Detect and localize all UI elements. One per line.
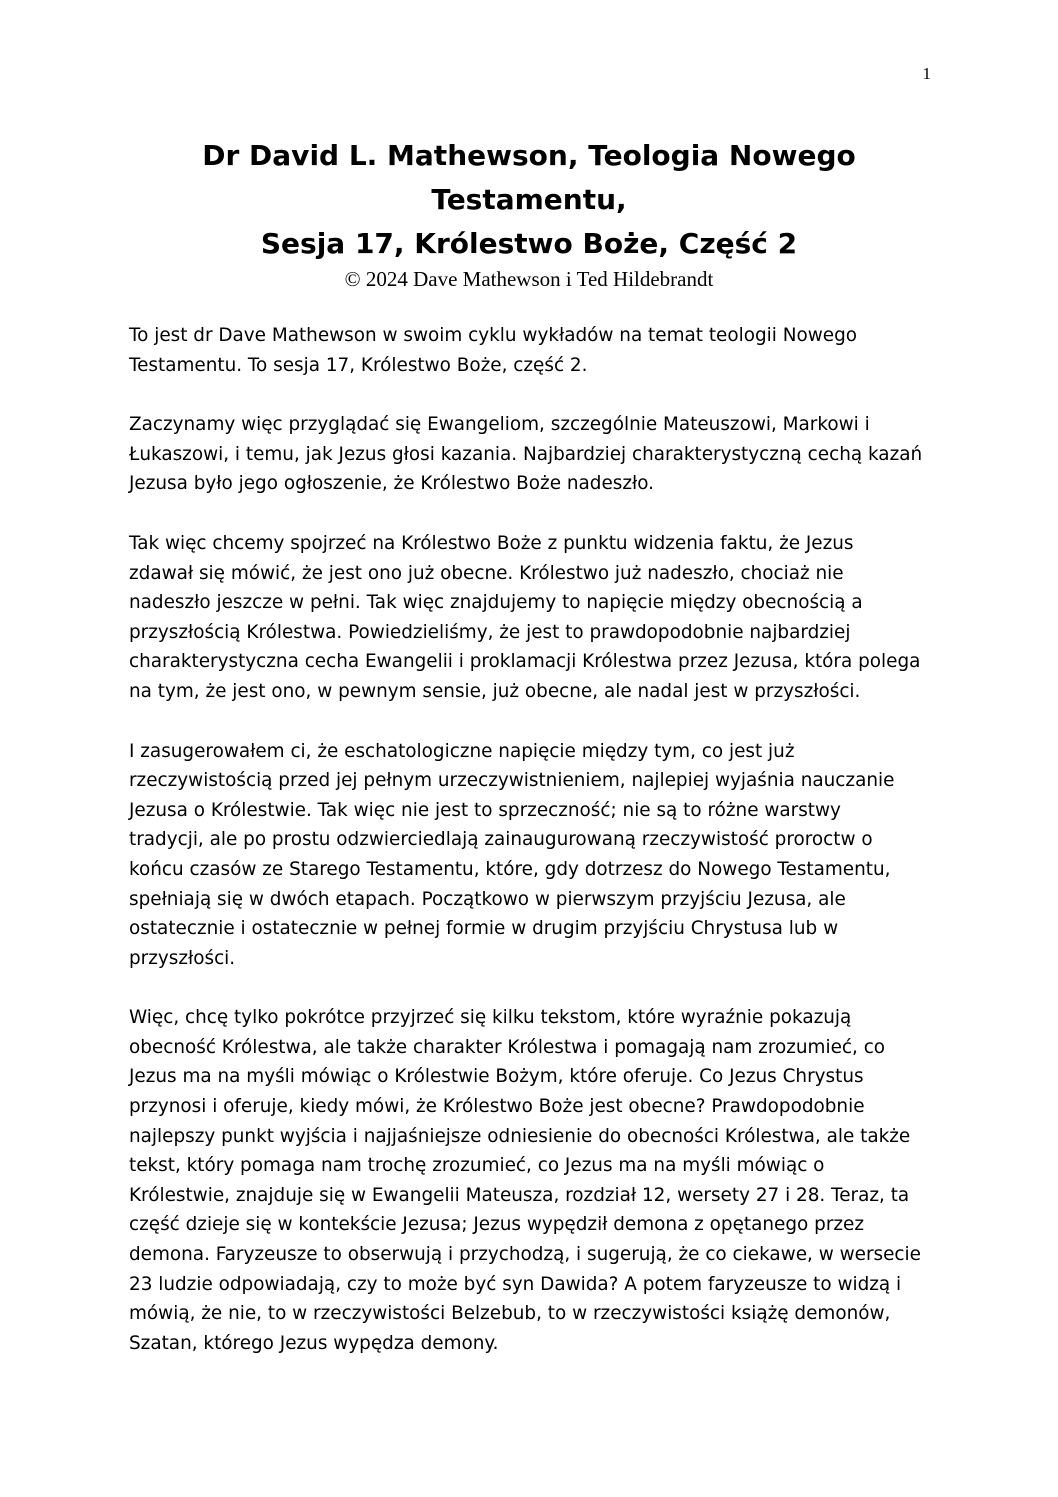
copyright-notice: © 2024 Dave Mathewson i Ted Hildebrandt: [344, 267, 714, 291]
paragraph-line: charakterystyczna cecha Ewangelii i proklamacji Królestwa przez Jezusa, która polega: [129, 651, 921, 673]
paragraph-line: tradycji, ale po prostu odzwierciedlają zainaugurowaną rzeczywistość proroctw o: [129, 829, 873, 851]
paragraph-line: ostatecznie i ostatecznie w pełnej formie w drugim przyjściu Chrystusa lub w: [129, 918, 839, 940]
body-text: [129, 321, 934, 1388]
document-title-line-3: Sesja 17, Królestwo Boże, Część 2: [260, 227, 798, 260]
paragraph-line: 23 ludzie odpowiadają, czy to może być syn Dawida? A potem faryzeusze to widzą i: [129, 1273, 902, 1295]
title-block: [129, 134, 929, 292]
paragraph-line: obecność Królestwa, ale także charakter Królestwa i pomagają nam zrozumieć, co: [129, 1036, 886, 1058]
document-title-line-1: Dr David L. Mathewson, Teologia Nowego: [202, 139, 856, 172]
paragraph-line: Testamentu. To sesja 17, Królestwo Boże, część 2.: [129, 354, 588, 376]
page-number: 1: [922, 64, 931, 83]
paragraph-line: Jezus ma na myśli mówiąc o Królestwie Bożym, które oferuje. Co Jezus Chrystus: [129, 1066, 864, 1088]
paragraph-line: część dzieje się w kontekście Jezusa; Jezus wypędził demona z opętanego przez: [129, 1214, 864, 1236]
paragraph-line: Łukaszowi, i temu, jak Jezus głosi kazania. Najbardziej charakterystyczną cechą kazań: [129, 443, 923, 465]
paragraph-4: [129, 737, 934, 974]
paragraph-1: [129, 321, 934, 380]
document-title-line-2: Testamentu,: [431, 183, 627, 216]
paragraph-line: przyszłością Królestwa. Powiedzieliśmy, że jest to prawdopodobnie najbardziej: [129, 621, 851, 643]
paragraph-line: na tym, że jest ono, w pewnym sensie, już obecne, ale nadal jest w przyszłości.: [129, 680, 861, 702]
paragraph-line: Jezusa o Królestwie. Tak więc nie jest to sprzeczność; nie są to różne warstwy: [129, 799, 841, 821]
paragraph-line: demona. Faryzeusze to obserwują i przychodzą, i sugerują, że co ciekawe, w wersecie: [129, 1244, 921, 1266]
paragraph-line: końcu czasów ze Starego Testamentu, które, gdy dotrzesz do Nowego Testamentu,: [129, 858, 891, 880]
paragraph-5: [129, 1003, 934, 1358]
paragraph-line: Więc, chcę tylko pokrótce przyjrzeć się kilku tekstom, które wyraźnie pokazują: [129, 1007, 852, 1029]
paragraph-line: nadeszło jeszcze w pełni. Tak więc znajdujemy to napięcie między obecnością a: [129, 592, 863, 614]
paragraph-3: [129, 529, 934, 707]
paragraph-2: [129, 410, 934, 499]
paragraph-line: Tak więc chcemy spojrzeć na Królestwo Boże z punktu widzenia faktu, że Jezus: [129, 532, 854, 554]
paragraph-line: najlepszy punkt wyjścia i najjaśniejsze odniesienie do obecności Królestwa, ale także: [129, 1125, 911, 1147]
paragraph-line: Zaczynamy więc przyglądać się Ewangeliom, szczególnie Mateuszowi, Markowi i: [129, 414, 870, 436]
paragraph-line: mówią, że nie, to w rzeczywistości Belzebub, to w rzeczywistości książę demonów,: [129, 1303, 891, 1325]
paragraph-line: spełniają się w dwóch etapach. Początkowo w pierwszym przyjściu Jezusa, ale: [129, 888, 846, 910]
paragraph-line: rzeczywistością przed jej pełnym urzeczywistnieniem, najlepiej wyjaśnia nauczanie: [129, 770, 895, 792]
paragraph-line: przynosi i oferuje, kiedy mówi, że Królestwo Boże jest obecne? Prawdopodobnie: [129, 1096, 865, 1118]
paragraph-line: To jest dr Dave Mathewson w swoim cyklu wykładów na temat teologii Nowego: [129, 325, 857, 346]
paragraph-line: Szatan, którego Jezus wypędza demony.: [129, 1332, 499, 1354]
paragraph-line: zdawał się mówić, że jest ono już obecne. Królestwo już nadeszło, chociaż nie: [129, 562, 844, 584]
paragraph-line: Jezusa było jego ogłoszenie, że Królestwo Boże nadeszło.: [129, 473, 655, 495]
paragraph-line: Królestwie, znajduje się w Ewangelii Mateusza, rozdział 12, wersety 27 i 28. Teraz, ta: [129, 1184, 910, 1206]
paragraph-line: I zasugerowałem ci, że eschatologiczne napięcie między tym, co jest już: [129, 740, 795, 762]
paragraph-line: tekst, który pomaga nam trochę zrozumieć, co Jezus ma na myśli mówiąc o: [129, 1155, 825, 1177]
paragraph-line: przyszłości.: [129, 947, 236, 969]
